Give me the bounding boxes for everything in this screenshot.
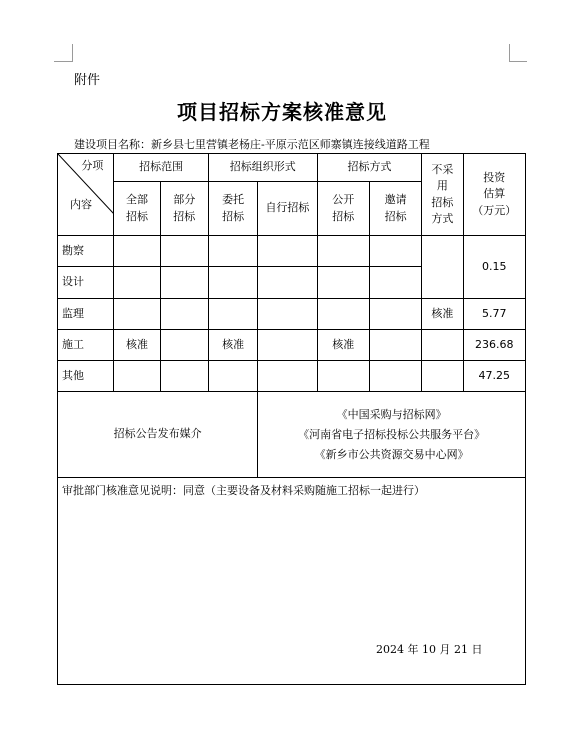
project-name: 新乡县七里营镇老杨庄-平原示范区师寨镇连接线道路工程 xyxy=(151,138,430,151)
attachment-label: 附件 xyxy=(74,73,101,88)
row-label: 勘察 xyxy=(58,236,114,267)
table-row xyxy=(58,236,526,267)
platform-list xyxy=(258,392,526,478)
approval-date: 2024 年 10 月 21 日 xyxy=(376,643,483,656)
no-tender-cell xyxy=(422,236,463,299)
row-label: 其他 xyxy=(58,361,114,392)
full-tender-header: 全部 招标 xyxy=(114,182,160,236)
approval-opinion: 审批部门核准意见说明：同意（主要设备及材料采购随施工招标一起进行） xyxy=(62,484,425,497)
platform-item: 《河南省电子招标投标公共服务平台》 xyxy=(298,427,486,441)
project-name-line xyxy=(74,136,430,152)
document-title: 项目招标方案核准意见 xyxy=(177,100,387,124)
open-tender-header: 公开 招标 xyxy=(317,182,369,236)
crop-mark xyxy=(509,44,510,62)
row-label: 监理 xyxy=(58,299,114,330)
invited-tender-header: 邀请 招标 xyxy=(369,182,421,236)
investment-value: 5.77 xyxy=(463,299,525,330)
platform-item: 《新乡市公共资源交易中心网》 xyxy=(314,447,469,461)
corner-top-label: 分项 xyxy=(81,159,104,172)
self-tender-header: 自行招标 xyxy=(258,182,317,236)
row-label: 设计 xyxy=(58,267,114,299)
scope-header: 招标范围 xyxy=(114,154,209,182)
corner-header-cell xyxy=(58,154,114,236)
no-tender-cell: 核准 xyxy=(422,299,463,330)
crop-mark xyxy=(72,44,73,62)
corner-bottom-label: 内容 xyxy=(70,197,92,211)
investment-header: 投资 估算 （万元） xyxy=(463,154,525,236)
table-row xyxy=(58,299,526,330)
announcement-label: 招标公告发布媒介 xyxy=(58,392,258,478)
table-row xyxy=(58,361,526,392)
table-row: 施工 核准 核准 核准 236.68 xyxy=(58,330,526,361)
row-label: 施工 xyxy=(58,330,114,361)
approval-opinion-cell xyxy=(58,478,526,685)
investment-value: 0.15 xyxy=(463,236,525,299)
partial-tender-header: 部分 招标 xyxy=(160,182,208,236)
investment-value: 236.68 xyxy=(463,330,525,361)
method-header: 招标方式 xyxy=(317,154,422,182)
entrusted-tender-header: 委托 招标 xyxy=(208,182,257,236)
platform-item: 《中国采购与招标网》 xyxy=(336,407,447,421)
investment-value: 47.25 xyxy=(463,361,525,392)
tender-plan-table xyxy=(57,153,526,685)
no-tender-header: 不采 用 招标 方式 xyxy=(422,154,463,236)
crop-mark xyxy=(54,61,72,62)
organization-header: 招标组织形式 xyxy=(208,154,317,182)
crop-mark xyxy=(509,61,527,62)
project-label: 建设项目名称： xyxy=(74,138,151,151)
